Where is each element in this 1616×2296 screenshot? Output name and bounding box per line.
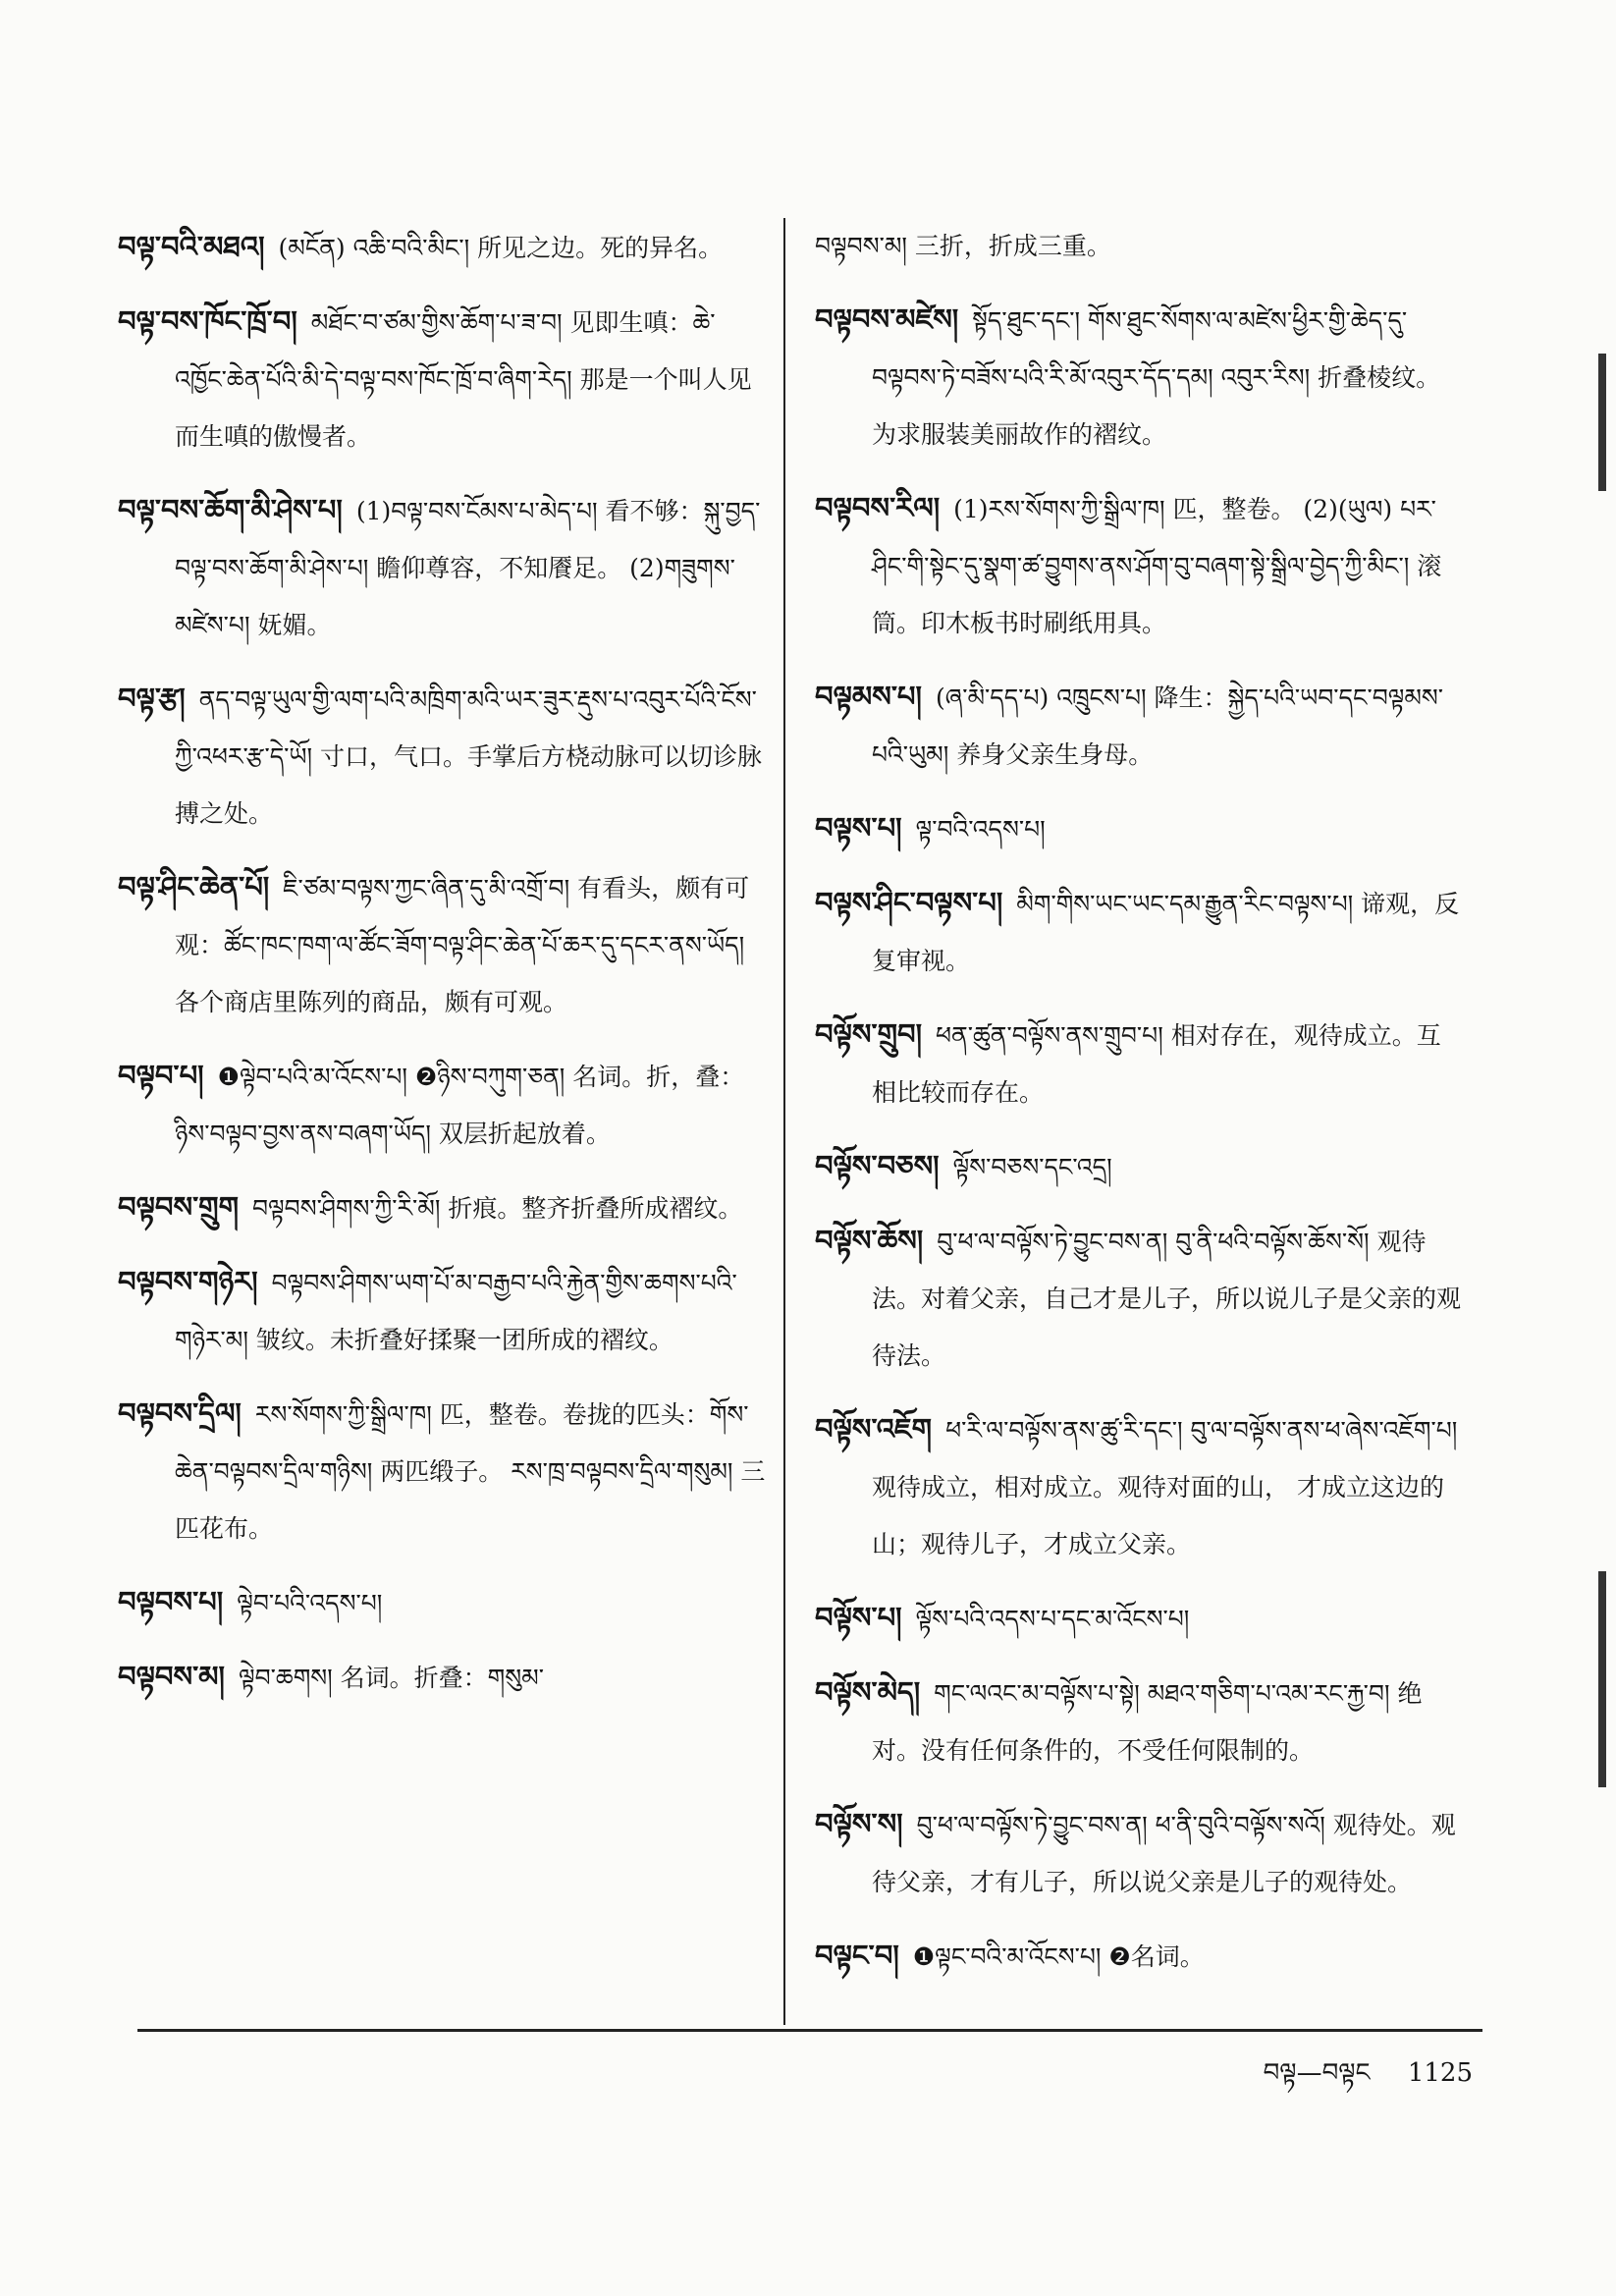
dictionary-entry xyxy=(118,1648,766,1707)
entry-headword: བལྟང་བ། xyxy=(815,1939,899,1972)
entry-headword: བལྟོས་མེད། xyxy=(815,1675,921,1709)
entry-definition: བལྟབས་ཤིགས་ཡག་པོ་མ་བརྒྱབ་པའི་རྐྱེན་གྱིས་ཆགས་པའི་གཉེར་མ། 皱纹。未折叠好揉聚一团所成的褶纹。 xyxy=(175,1269,737,1354)
entry-headword: བལྟོས་གྲུབ། xyxy=(815,1017,923,1051)
entry-headword: བལྟ་ཤིང་ཆེན་པོ། xyxy=(118,870,270,903)
right-column xyxy=(815,218,1463,2001)
dictionary-entry xyxy=(118,1178,766,1237)
entry-headword: བལྟ་རྩ། xyxy=(118,682,186,715)
entry-headword: བལྟོས་བཅས། xyxy=(815,1149,940,1182)
entry-definition: ལྟེབ་པའི་འདས་པ། xyxy=(237,1589,383,1617)
dictionary-entry xyxy=(815,1212,1463,1385)
entry-headword: བལྟས་ཤིང་བལྟས་པ། xyxy=(815,886,1003,919)
entry-definition: མཐོང་བ་ཙམ་གྱིས་ཆོག་པ་ཟ་བ། 见即生嗔：ཆེ་འཁྱོང་ཆེན་པོའི་མི་དེ་བལྟ་བས་ཁོང་ཁྲོ་བ་ཞིག་རེད། 那是一个叫人见而生嗔的傲慢者。 xyxy=(175,308,752,451)
dictionary-entry xyxy=(815,218,1463,275)
dictionary-entry xyxy=(815,1400,1463,1573)
dictionary-entry xyxy=(118,670,766,843)
entry-definition: ཕན་ཚུན་བལྟོས་ནས་གྲུབ་པ། 相对存在，观待成立。互相比较而存在。 xyxy=(872,1021,1441,1107)
dictionary-entry xyxy=(815,668,1463,784)
entry-definition: ཇི་ཙམ་བལྟས་ཀྱང་ཞིན་དུ་མི་འགྲོ་བ། 有看头，颇有可观：ཚོང་ཁང་ཁག་ལ་ཚོང་ཟོག་བལྟ་ཤིང་ཆེན་པོ་ཆར་དུ་དངར་ནས་ཡོད། 各个商店里陈列的商品，颇有可观。 xyxy=(175,874,750,1016)
entry-headword: བལྟོས་ས། xyxy=(815,1807,903,1840)
entry-headword: བལྟབས་མཛེས། xyxy=(815,302,959,336)
dictionary-entry xyxy=(118,1253,766,1369)
entry-definition: (ཞ་མི་དད་པ) འཁྲུངས་པ། 降生：སྐྱེད་པའི་ཡབ་དང་བལྟམས་པའི་ཡུམ། 养身父亲生身母。 xyxy=(872,683,1444,769)
dictionary-entry xyxy=(118,1047,766,1163)
entry-definition: (1)བལྟ་བས་ངོམས་པ་མེད་པ། 看不够：སྐུ་བྱད་བལྟ་བས་ཆོག་མི་ཤེས་པ། 瞻仰尊容，不知餍足。 (2)གཟུགས་མཛེས་པ། 妩媚。 xyxy=(175,497,761,639)
column-divider xyxy=(783,218,785,2025)
edge-mark xyxy=(1598,354,1606,491)
entry-headword: བལྟབས་པ། xyxy=(118,1585,224,1618)
entry-headword: བལྟབས་གཉེར། xyxy=(118,1265,258,1298)
entry-headword: བལྟ་བའི་མཐའ། xyxy=(118,230,265,263)
entry-definition: (1)རས་སོགས་ཀྱི་སྒྲིལ་ཁ། 匹，整卷。 (2)(ཡུལ) པར་ཤིང་གི་སྟེང་དུ་སྣག་ཚ་བྱུགས་ནས་ཤོག་བུ་བཞག་སྟེ་སྒྲིལ་བྱེད་ཀྱི་མིང་། 滚筒。印木板书时刷纸用具。 xyxy=(872,495,1442,637)
entry-headword: བལྟམས་པ། xyxy=(815,680,922,713)
entry-headword: བལྟ་བས་ཆོག་མི་ཤེས་པ། xyxy=(118,493,343,526)
page-number: 1125 xyxy=(1407,2058,1473,2088)
edge-mark xyxy=(1598,1571,1606,1787)
entry-definition: ནད་བལྟ་ཡུལ་གྱི་ལག་པའི་མཁྲིག་མའི་ཡར་ཟུར་རྡུས་པ་འབུར་པོའི་ངོས་ཀྱི་འཕར་རྩ་དེ་ཡོ། 寸口，气口。手掌后方桡动脉可以切诊脉搏之处。 xyxy=(175,685,763,828)
entry-definition: ལྟོས་པའི་འདས་པ་དང་མ་འོངས་པ། xyxy=(915,1605,1190,1633)
entry-headword: བལྟབས་རིལ། xyxy=(815,491,941,524)
entry-headword: བལྟབས་གྲུག xyxy=(118,1190,239,1224)
entry-definition: ཕ་རི་ལ་བལྟོས་ནས་ཚུ་རི་དང་། བུ་ལ་བལྟོས་ནས་ཕ་ཞེས་འཇོག་པ། 观待成立，相对成立。观待对面的山， 才成立这边的山；观待儿子，才成立父亲。 xyxy=(872,1416,1458,1558)
entry-definition: བལྟབས་མ། 三折，折成三重。 xyxy=(815,232,1111,260)
entry-headword: བལྟོས་པ། xyxy=(815,1601,902,1634)
dictionary-entry xyxy=(815,479,1463,652)
entry-headword: བལྟབ་པ། xyxy=(118,1059,204,1092)
entry-headword: བལྟ་བས་ཁོང་ཁྲོ་བ། xyxy=(118,304,297,338)
dictionary-entry xyxy=(118,293,766,465)
entry-definition: ལྟོས་བཅས་དང་འདྲ། xyxy=(952,1153,1112,1181)
entry-definition: རས་སོགས་ཀྱི་སྒྲིལ་ཁ། 匹，整卷。卷拢的匹头：གོས་ཆེན་བལྟབས་དྲིལ་གཉིས། 两匹缎子。 རས་ཁྲ་བལྟབས་དྲིལ་གསུམ། 三匹花布。 xyxy=(175,1400,766,1543)
entry-headword: བལྟོས་འཇོག xyxy=(815,1412,933,1446)
entry-definition: ❶ལྟེབ་པའི་མ་འོངས་པ། ❷ཉིས་བཀུག་ཅན། 名词。折，叠：ཉིས་བལྟབ་བྱས་ནས་བཞག་ཡོད། 双层折起放着。 xyxy=(175,1063,745,1148)
entry-definition: བལྟབས་ཤིགས་ཀྱི་རི་མོ། 折痕。整齐折叠所成褶纹。 xyxy=(252,1194,743,1223)
dictionary-entry xyxy=(815,874,1463,990)
entry-definition: བུ་ཕ་ལ་བལྟོས་ཏེ་བྱུང་བས་ན། ཕ་ནི་བུའི་བལྟོས་སའོ། 观待处。观待父亲，才有儿子，所以说父亲是儿子的观待处。 xyxy=(872,1811,1456,1896)
entry-headword: བལྟས་པ། xyxy=(815,811,902,845)
entry-definition: སྟོད་ཐུང་དང་། གོས་ཐུང་སོགས་ལ་མཛེས་ཕྱིར་གྱི་ཆེད་དུ་བལྟབས་ཏེ་བཟོས་པའི་རི་མོ་འབུར་དོད་དམ། འབུར་རིས། 折叠棱纹。为求服装美丽故作的褶纹。 xyxy=(872,306,1441,449)
dictionary-entry xyxy=(815,1927,1463,1986)
entry-headword: བལྟབས་དྲིལ། xyxy=(118,1396,242,1430)
dictionary-entry xyxy=(118,1385,766,1558)
entry-headword: བལྟབས་མ། xyxy=(118,1660,225,1693)
dictionary-entry xyxy=(118,218,766,277)
dictionary-entry xyxy=(815,1795,1463,1911)
dictionary-entry xyxy=(815,799,1463,858)
entry-headword: བལྟོས་ཆོས། xyxy=(815,1224,924,1257)
dictionary-entry xyxy=(118,858,766,1031)
entry-definition: གང་ལའང་མ་བལྟོས་པ་སྟེ། མཐའ་གཅིག་པ་འམ་རང་རྐྱ་བ། 绝对。没有任何条件的，不受任何限制的。 xyxy=(872,1679,1423,1765)
page-range: བལྟ—བལྟང xyxy=(1263,2058,1371,2088)
dictionary-entry xyxy=(815,1664,1463,1779)
dictionary-entry xyxy=(815,1589,1463,1648)
entry-definition: མིག་གིས་ཡང་ཡང་དམ་རྒྱུན་རིང་བལྟས་པ། 谛观，反复审视。 xyxy=(872,890,1460,975)
entry-definition: བུ་ཕ་ལ་བལྟོས་ཏེ་བྱུང་བས་ན། བུ་ནི་ཕའི་བལྟོས་ཆོས་སོ། 观待法。对着父亲，自己才是儿子，所以说儿子是父亲的观待法。 xyxy=(872,1228,1462,1370)
entry-definition: ❶ལྟང་བའི་མ་འོངས་པ། ❷名词。 xyxy=(912,1942,1205,1971)
page-footer xyxy=(1178,2045,1473,2116)
dictionary-entry xyxy=(815,1006,1463,1121)
entry-definition: ལྟ་བའི་འདས་པ། xyxy=(915,815,1046,844)
dictionary-entry xyxy=(815,1137,1463,1196)
footer-rule xyxy=(137,2029,1482,2032)
dictionary-entry xyxy=(118,1573,766,1632)
dictionary-entry xyxy=(815,291,1463,464)
entry-definition: ལྟེབ་ཆགས། 名词。折叠：གསུམ་ xyxy=(238,1664,544,1692)
entry-definition: (མངོན) འཆི་བའི་མིང་། 所见之边。死的异名。 xyxy=(278,234,724,262)
dictionary-entry xyxy=(118,481,766,654)
left-column xyxy=(118,218,766,1722)
